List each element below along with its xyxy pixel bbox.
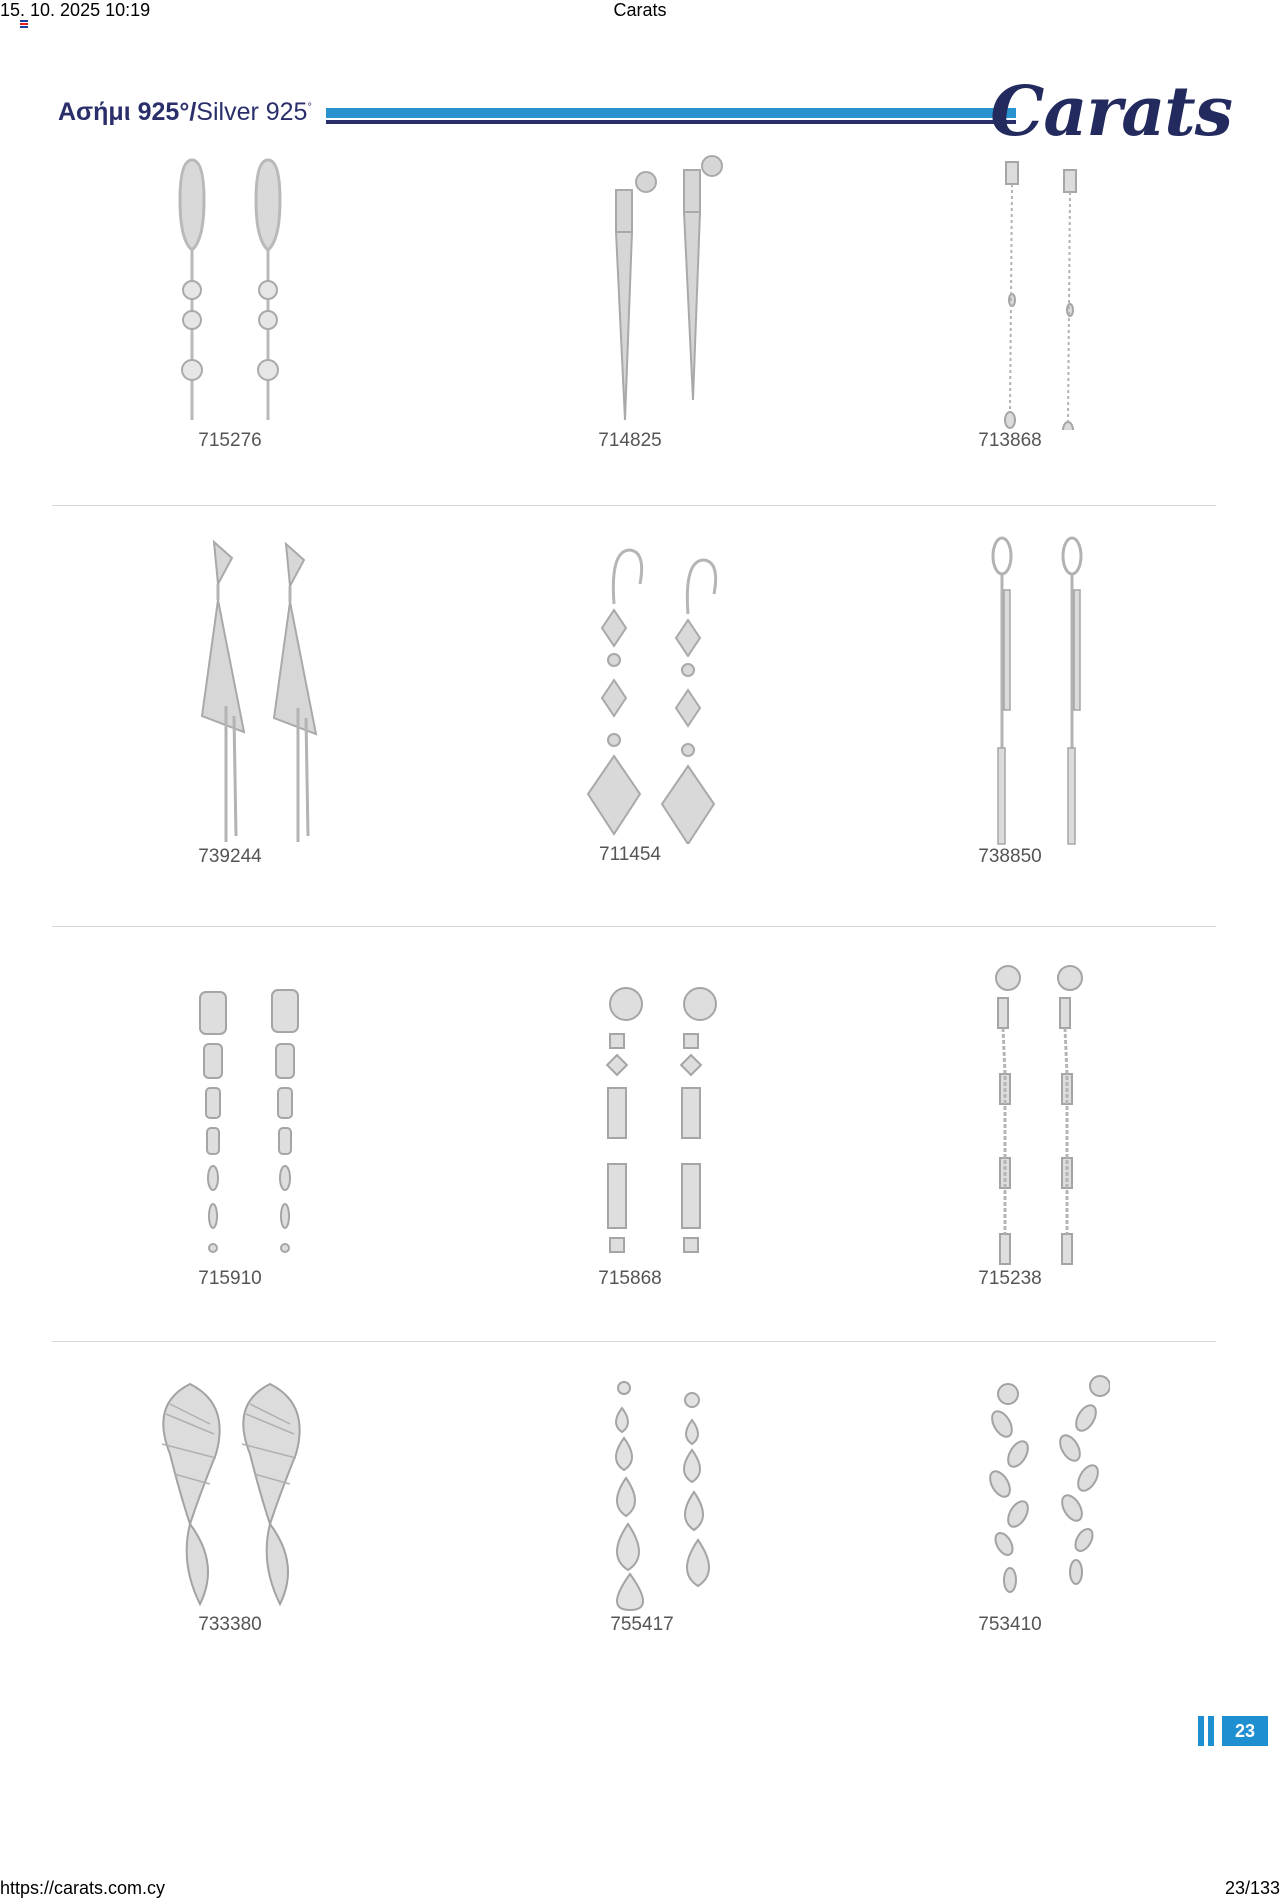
print-title: Carats	[613, 0, 667, 20]
row-divider	[52, 1341, 1216, 1342]
chain-drop-earring-icon	[910, 150, 1110, 430]
print-page-count: 23/133	[1224, 1878, 1280, 1898]
banner-title	[58, 98, 312, 127]
product-card[interactable]	[880, 534, 1140, 868]
product-code: 738850	[978, 846, 1042, 867]
banner-title-english: Silver 925	[196, 98, 308, 126]
row-divider	[52, 505, 1216, 506]
product-card[interactable]	[500, 150, 760, 452]
pear-drop-earring-icon	[542, 1374, 742, 1614]
product-card[interactable]	[880, 962, 1140, 1290]
product-card[interactable]	[100, 536, 360, 868]
product-card[interactable]	[512, 1374, 772, 1636]
hoop-bar-earring-icon	[910, 534, 1110, 846]
leaf-cluster-earring-icon	[130, 1374, 330, 1614]
product-card[interactable]	[500, 968, 760, 1290]
triangle-tassel-earring-icon	[130, 536, 330, 846]
print-url[interactable]: https://carats.com.cy	[0, 1878, 166, 1898]
product-code: 753410	[978, 1614, 1042, 1635]
flag-icon	[20, 20, 28, 28]
product-code: 715910	[198, 1268, 262, 1289]
product-card[interactable]	[100, 1374, 360, 1636]
print-header	[0, 0, 1280, 24]
product-code: 739244	[198, 846, 262, 867]
carats-logo: Carats	[990, 72, 1232, 152]
product-card[interactable]	[880, 1374, 1140, 1636]
page-number: 23	[1222, 1716, 1268, 1746]
vine-earring-icon	[910, 1374, 1110, 1614]
banner-line	[326, 108, 1016, 118]
print-footer	[0, 1876, 1280, 1900]
product-code: 755417	[610, 1614, 674, 1635]
banner-title-greek: Ασήμι 925°/	[58, 98, 197, 126]
banner-degree: °	[307, 101, 312, 114]
hoop-drop-earring-icon	[130, 150, 330, 430]
product-code: 714825	[598, 430, 662, 451]
page-number-badge	[1198, 1716, 1268, 1746]
catalog-banner	[58, 72, 1238, 152]
baguette-drop-earring-icon	[530, 968, 730, 1268]
product-code: 733380	[198, 1614, 262, 1635]
banner-line	[326, 120, 1016, 124]
product-code: 715276	[198, 430, 262, 451]
line-baguette-earring-icon	[910, 962, 1110, 1268]
product-code: 711454	[599, 844, 661, 865]
product-code: 715868	[598, 1268, 662, 1289]
spike-earring-icon	[530, 150, 730, 430]
pave-drop-earring-icon	[130, 968, 330, 1268]
product-card[interactable]	[100, 150, 360, 452]
product-card[interactable]	[500, 544, 760, 866]
product-code: 715238	[978, 1268, 1042, 1289]
badge-bar	[1198, 1716, 1204, 1746]
row-divider	[52, 926, 1216, 927]
hook-rhombus-earring-icon	[530, 544, 730, 844]
product-card[interactable]	[880, 150, 1140, 452]
print-datetime: 15. 10. 2025 10:19	[0, 0, 151, 20]
badge-bar	[1208, 1716, 1214, 1746]
product-code: 713868	[978, 430, 1042, 451]
product-card[interactable]	[100, 968, 360, 1290]
